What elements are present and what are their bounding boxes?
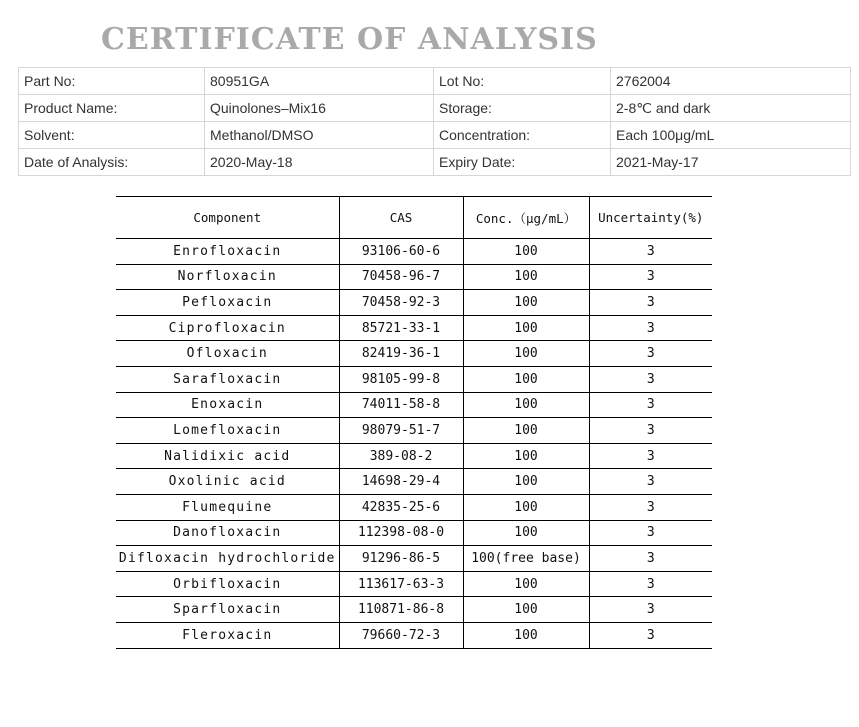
table-row [116,597,712,623]
concentration: 100 [463,494,589,520]
product-name-label: Product Name: [19,95,205,122]
date-of-analysis-label: Date of Analysis: [19,149,205,176]
concentration-label: Concentration: [434,122,611,149]
storage-value: 2-8℃ and dark [611,95,851,122]
concentration: 100 [463,622,589,648]
table-row [116,264,712,290]
concentration: 100 [463,571,589,597]
table-row [116,392,712,418]
date-of-analysis-value: 2020-May-18 [205,149,434,176]
component-name: Enoxacin [116,392,339,418]
uncertainty: 3 [589,597,712,623]
uncertainty: 3 [589,341,712,367]
cas-header: CAS [339,197,463,239]
concentration: 100 [463,239,589,265]
component-name: Sarafloxacin [116,366,339,392]
cas-number: 70458-92-3 [339,290,463,316]
component-name: Difloxacin hydrochloride [116,546,339,572]
table-row [116,418,712,444]
concentration: 100 [463,597,589,623]
concentration: 100 [463,443,589,469]
table-row [116,366,712,392]
solvent-value: Methanol/DMSO [205,122,434,149]
cas-number: 98105-99-8 [339,366,463,392]
lot-no-label: Lot No: [434,68,611,95]
info-row [19,149,851,176]
lot-no-value: 2762004 [611,68,851,95]
cas-number: 91296-86-5 [339,546,463,572]
part-no-value: 80951GA [205,68,434,95]
table-row [116,239,712,265]
component-name: Flumequine [116,494,339,520]
cas-number: 98079-51-7 [339,418,463,444]
concentration: 100 [463,469,589,495]
component-name: Orbifloxacin [116,571,339,597]
uncertainty: 3 [589,443,712,469]
uncertainty: 3 [589,622,712,648]
component-name: Enrofloxacin [116,239,339,265]
component-name: Pefloxacin [116,290,339,316]
uncertainty: 3 [589,392,712,418]
uncertainty: 3 [589,290,712,316]
table-row [116,571,712,597]
page-title: CERTIFICATE OF ANALYSIS [101,22,598,57]
component-header: Component [116,197,339,239]
table-row [116,469,712,495]
uncertainty: 3 [589,469,712,495]
info-row [19,68,851,95]
concentration: 100 [463,418,589,444]
concentration: 100 [463,392,589,418]
cas-number: 93106-60-6 [339,239,463,265]
table-row [116,520,712,546]
table-row [116,341,712,367]
concentration-value: Each 100μg/mL [611,122,851,149]
uncertainty: 3 [589,366,712,392]
component-name: Fleroxacin [116,622,339,648]
cas-number: 82419-36-1 [339,341,463,367]
info-row [19,95,851,122]
cas-number: 79660-72-3 [339,622,463,648]
component-name: Sparfloxacin [116,597,339,623]
storage-label: Storage: [434,95,611,122]
cas-number: 70458-96-7 [339,264,463,290]
table-row [116,622,712,648]
concentration: 100 [463,520,589,546]
uncertainty: 3 [589,239,712,265]
info-row [19,122,851,149]
concentration: 100(free base) [463,546,589,572]
component-name: Ofloxacin [116,341,339,367]
uncertainty: 3 [589,571,712,597]
cas-number: 14698-29-4 [339,469,463,495]
component-header-row [116,197,712,239]
solvent-label: Solvent: [19,122,205,149]
concentration: 100 [463,366,589,392]
uncertainty: 3 [589,494,712,520]
component-name: Oxolinic acid [116,469,339,495]
product-name-value: Quinolones–Mix16 [205,95,434,122]
cas-number: 112398-08-0 [339,520,463,546]
uncertainty-header: Uncertainty(%) [589,197,712,239]
component-table [116,196,712,649]
expiry-date-value: 2021-May-17 [611,149,851,176]
uncertainty: 3 [589,520,712,546]
table-row [116,494,712,520]
table-row [116,315,712,341]
component-name: Nalidixic acid [116,443,339,469]
component-name: Lomefloxacin [116,418,339,444]
concentration: 100 [463,341,589,367]
cas-number: 389-08-2 [339,443,463,469]
concentration: 100 [463,315,589,341]
table-row [116,290,712,316]
cas-number: 110871-86-8 [339,597,463,623]
part-no-label: Part No: [19,68,205,95]
product-info-table [18,67,851,176]
cas-number: 113617-63-3 [339,571,463,597]
cas-number: 42835-25-6 [339,494,463,520]
component-name: Norfloxacin [116,264,339,290]
expiry-date-label: Expiry Date: [434,149,611,176]
uncertainty: 3 [589,418,712,444]
concentration: 100 [463,264,589,290]
conc-header: Conc.（μg/mL） [463,197,589,239]
cas-number: 74011-58-8 [339,392,463,418]
component-table-body [116,239,712,649]
uncertainty: 3 [589,315,712,341]
cas-number: 85721-33-1 [339,315,463,341]
table-row [116,443,712,469]
component-name: Danofloxacin [116,520,339,546]
component-name: Ciprofloxacin [116,315,339,341]
uncertainty: 3 [589,546,712,572]
concentration: 100 [463,290,589,316]
table-row [116,546,712,572]
uncertainty: 3 [589,264,712,290]
